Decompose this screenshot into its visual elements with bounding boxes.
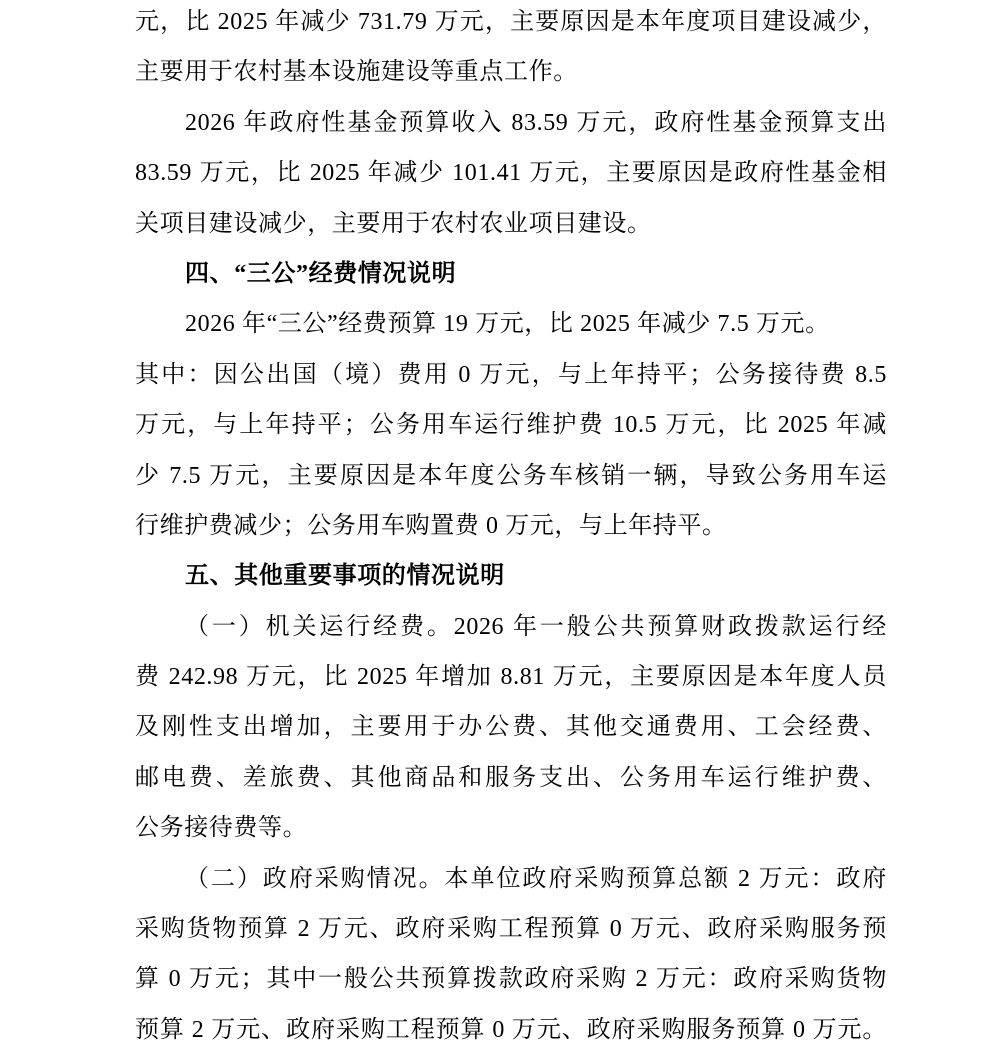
text-line: 邮电费、差旅费、其他商品和服务支出、公务用车运行维护费、 <box>135 764 887 791</box>
section-heading: 四、“三公”经费情况说明 <box>185 260 457 287</box>
text-line: 2026 年政府性基金预算收入 83.59 万元，政府性基金预算支出 <box>185 109 887 136</box>
section-four-heading-block <box>135 259 887 289</box>
text-line: 万元，与上年持平；公务用车运行维护费 10.5 万元，比 2025 年减 <box>135 412 887 439</box>
text-line: 主要用于农村基本设施建设等重点工作。 <box>135 59 578 86</box>
text-line: 元，比 2025 年减少 731.79 万元，主要原因是本年度项目建设减少， <box>135 9 887 35</box>
text-line: 少 7.5 万元，主要原因是本年度公务车核销一辆，导致公务用车运 <box>135 462 887 489</box>
text-line: 2026 年“三公”经费预算 19 万元，比 2025 年减少 7.5 万元。 <box>185 311 830 338</box>
paragraph-operating-expenses <box>135 612 887 844</box>
text-line: 费 242.98 万元，比 2025 年增加 8.81 万元，主要原因是本年度人员 <box>135 664 887 691</box>
text-line: 公务接待费等。 <box>135 815 308 842</box>
section-heading: 五、其他重要事项的情况说明 <box>185 563 505 590</box>
text-line: 83.59 万元，比 2025 年减少 101.41 万元，主要原因是政府性基金相 <box>135 160 887 187</box>
document-body <box>135 7 887 1045</box>
section-five-heading-block <box>135 561 887 591</box>
paragraph-government-fund-budget <box>135 108 887 239</box>
paragraph-general-budget-continued <box>135 7 887 87</box>
text-line: 预算 2 万元、政府采购工程预算 0 万元、政府采购服务预算 0 万元。 <box>135 1016 887 1043</box>
text-line: （一）机关运行经费。2026 年一般公共预算财政拨款运行经 <box>185 613 887 640</box>
text-line: 行维护费减少；公务用车购置费 0 万元，与上年持平。 <box>135 512 727 539</box>
text-line: 其中：因公出国（境）费用 0 万元，与上年持平；公务接待费 8.5 <box>135 361 887 388</box>
text-line: （二）政府采购情况。本单位政府采购预算总额 2 万元：政府 <box>185 865 887 892</box>
paragraph-three-public-expenses <box>135 309 887 541</box>
text-line: 关项目建设减少，主要用于农村农业项目建设。 <box>135 210 652 237</box>
text-line: 算 0 万元；其中一般公共预算拨款政府采购 2 万元：政府采购货物 <box>135 966 887 993</box>
text-line: 及刚性支出增加，主要用于办公费、其他交通费用、工会经费、 <box>135 714 887 741</box>
paragraph-government-procurement <box>135 864 887 1045</box>
text-line: 采购货物预算 2 万元、政府采购工程预算 0 万元、政府采购服务预 <box>135 916 887 943</box>
